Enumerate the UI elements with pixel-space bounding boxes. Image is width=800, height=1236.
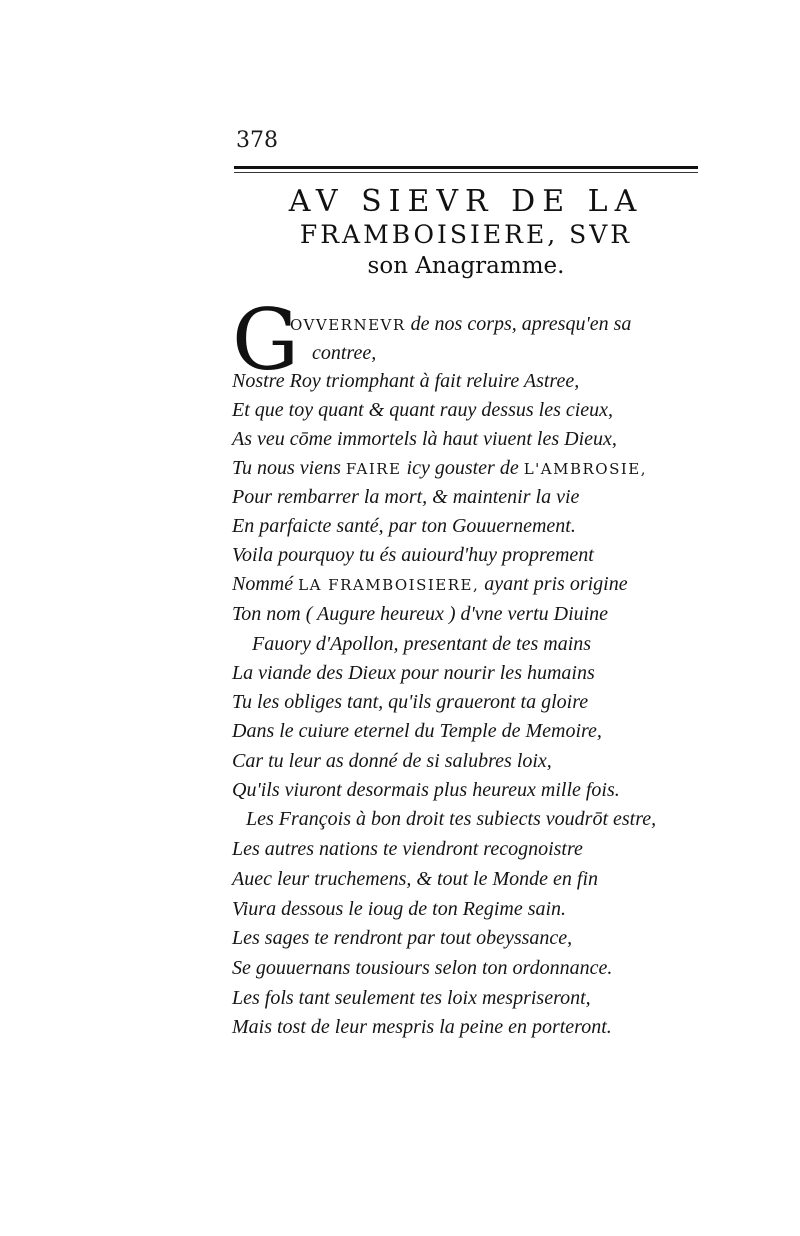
poem-line-text: Ton nom ( Augure heureux ) d'vne vertu Diuine [232,603,609,625]
title-line-2: FRAMBOISIERE, SVR [299,220,633,249]
poem-line [232,571,628,598]
poem-line [232,1014,612,1040]
poem-line-text: Et que toy quant & quant rauy dessus les cieux, [232,399,614,421]
poem-line-text: As veu cōme immortels là haut viuent les Dieux, [232,428,617,450]
poem-line-text: La viande des Dieux pour nourir les humains [232,662,595,684]
poem-line-text: Mais tost de leur mespris la peine en porteront. [232,1016,612,1038]
poem-line [232,866,598,892]
poem-line-text: Pour rembarrer la mort, & maintenir la vie [232,486,580,508]
poem-line-text: Voila pourquoy tu és auiourd'huy proprement [232,544,594,566]
page-number: 378 [236,128,278,153]
poem-line [232,368,579,394]
poem-line [232,748,552,774]
poem-line-text: Viura dessous le ioug de ton Regime sain. [232,898,567,920]
poem-line-text: Dans le cuiure eternel du Temple de Memoire, [232,720,602,742]
poem-line [312,340,376,366]
poem-line-lead: OVVERNEVR [290,316,406,334]
poem-line [232,925,572,951]
poem-line-text: Tu nous viens [232,457,346,479]
poem-line-text: icy gouster de [401,457,524,479]
poem-line-text: contree, [312,342,377,364]
poem-line-text: Les sages te rendront par tout obeyssance, [232,927,573,949]
poem-line-text: Fauory d'Apollon, presentant de tes mains [252,633,592,655]
poem-line-text: Nommé [232,573,299,595]
poem-line [232,601,608,627]
poem-line-text: Les fols tant seulement tes loix mespriseront, [232,987,591,1009]
poem-line [252,631,591,657]
poem-line-text: Qu'ils viuront desormais plus heureux mille fois. [232,779,620,801]
poem-line-text: Se gouuernans tousiours selon ton ordonnance. [232,957,613,979]
poem-line-text: ayant pris origine [479,573,628,595]
poem-line [232,985,591,1011]
poem-line [232,513,576,539]
poem-line [232,777,620,803]
poem-line-text: de nos corps, apresqu'en sa [405,313,632,335]
poem-line [232,397,613,423]
header-rule-thin [234,172,698,173]
poem-line [246,806,656,832]
poem-line [232,426,617,452]
poem-line-text: Nostre Roy triomphant à fait reluire Astree, [232,370,580,392]
poem-line-text: Les autres nations te viendront recognoistre [232,838,583,860]
poem-line [232,455,647,482]
poem-line-text: Auec leur truchemens, & tout le Monde en fin [232,868,599,890]
poem-line-text: Car tu leur as donné de si salubres loix, [232,750,552,772]
poem-line [232,718,602,744]
poem-line [232,542,594,568]
poem-line-text: En parfaicte santé, par ton Gouuernement. [232,515,576,537]
poem-line [232,896,566,922]
poem-line-text: Tu les obliges tant, qu'ils graueront ta gloire [232,691,589,713]
header-rule [234,166,698,169]
poem-line [290,311,631,338]
poem-line-text: Les François à bon droit tes subiects voudrōt estre, [246,808,657,830]
poem-line-smallcaps: FAIRE [345,460,402,478]
drop-cap: G [232,291,300,389]
poem-line-smallcaps: L'AMBROSIE, [523,460,648,478]
poem-line [232,836,583,862]
poem-line [232,660,595,686]
title-line-1: AV SIEVR DE LA [288,184,644,219]
poem-line [232,484,579,510]
poem-line-smallcaps: LA FRAMBOISIERE, [298,576,480,594]
poem-line [232,955,612,981]
poem-line [232,689,588,715]
title-line-3: son Anagramme. [367,253,565,279]
